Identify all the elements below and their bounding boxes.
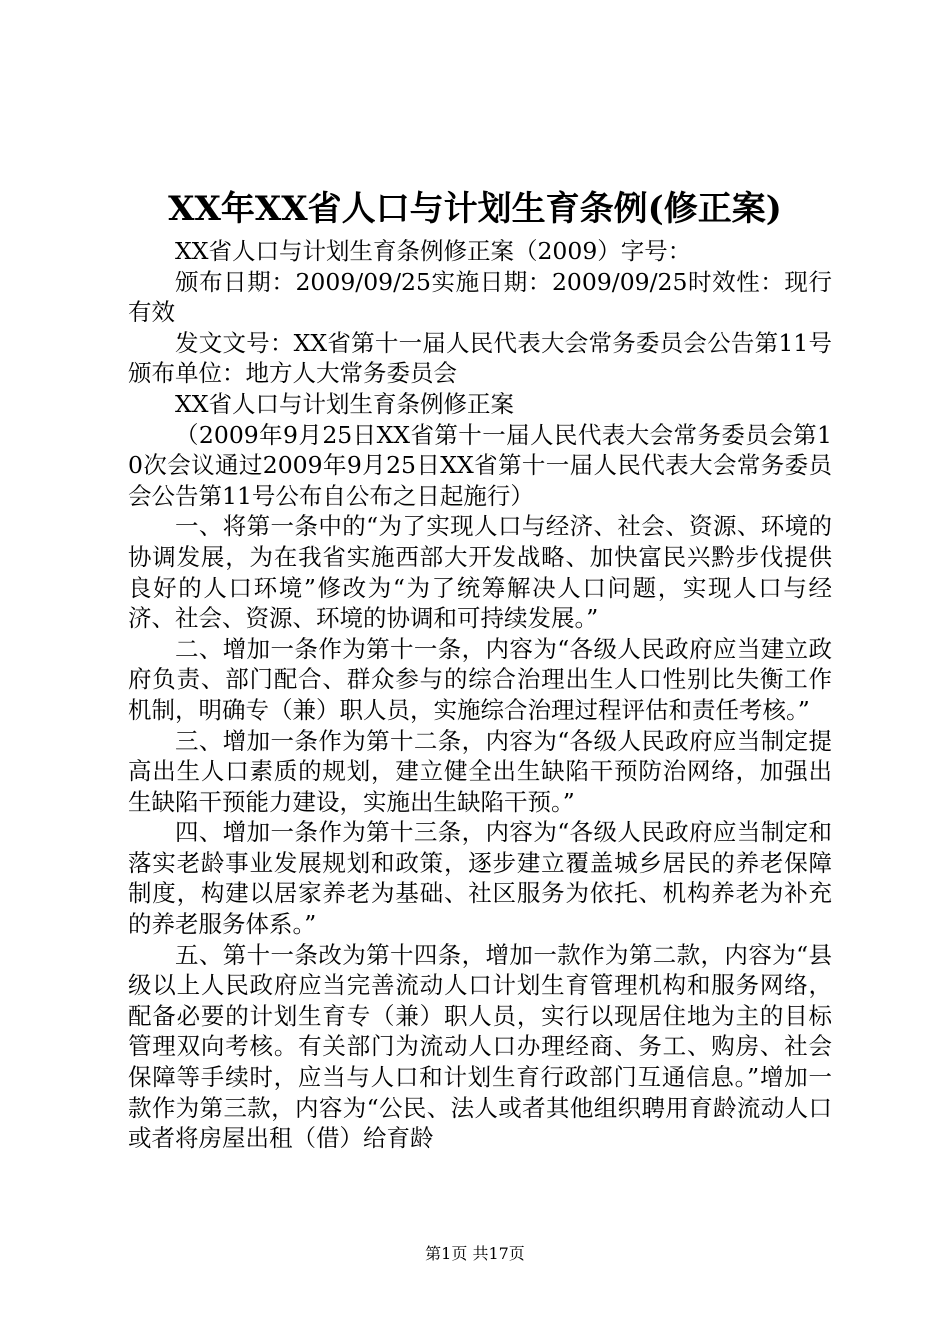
paragraph-item-2: 二、增加一条作为第十一条，内容为“各级人民政府应当建立政府负责、部门配合、群众参与的综合治理出生人口性别比失衡工作机制，明确专（兼）职人员，实施综合治理过程评估和责任考核。” [128,634,832,724]
paragraph-adoption-note: （2009年9月25日XX省第十一届人民代表大会常务委员会第10次会议通过2009年9月25日XX省第十一届人民代表大会常务委员会公告第11号公布自公布之日起施行） [128,420,832,510]
document-title: XX年XX省人口与计划生育条例(修正案) [168,189,782,229]
paragraph-amendment-title: XX省人口与计划生育条例修正案 [175,389,514,418]
paragraph-document-number: XX省人口与计划生育条例修正案（2009）字号： [175,237,692,265]
paragraph-dates: 颁布日期：2009/09/25实施日期：2009/09/25时效性：现行有效 [128,267,832,327]
paragraph-item-5: 五、第十一条改为第十四条，增加一款作为第二款，内容为“县级以上人民政府应当完善流动人口计划生育管理机构和服务网络，配备必要的计划生育专（兼）职人员，实行以现居住地为主的目标管理双向考核。有关部门为流动人口办理经商、务工、购房、社会保障等手续时，应当与人口和计划生育行政部门互通信息。”增加一款作为第三款，内容为“公民、法人或者其他组织聘用育龄流动人口或者将房屋出租（借）给育龄 [128,940,832,1153]
document-body [128,236,832,1154]
paragraph-issue-number: 发文文号：XX省第十一届人民代表大会常务委员会公告第11号颁布单位：地方人大常务委员会 [128,328,832,388]
paragraph-item-1: 一、将第一条中的“为了实现人口与经济、社会、资源、环境的协调发展，为在我省实施西部大开发战略、加快富民兴黔步伐提供良好的人口环境”修改为“为了统筹解决人口问题，实现人口与经济、社会、资源、环境的协调和可持续发展。” [128,512,832,633]
paragraph-item-3: 三、增加一条作为第十二条，内容为“各级人民政府应当制定提高出生人口素质的规划，建立健全出生缺陷干预防治网络，加强出生缺陷干预能力建设，实施出生缺陷干预。” [128,726,832,816]
paragraph-item-4: 四、增加一条作为第十三条，内容为“各级人民政府应当制定和落实老龄事业发展规划和政策，逐步建立覆盖城乡居民的养老保障制度，构建以居家养老为基础、社区服务为依托、机构养老为补充的养老服务体系。” [128,818,832,939]
page-footer: 第1页 共17页 [425,1244,525,1263]
